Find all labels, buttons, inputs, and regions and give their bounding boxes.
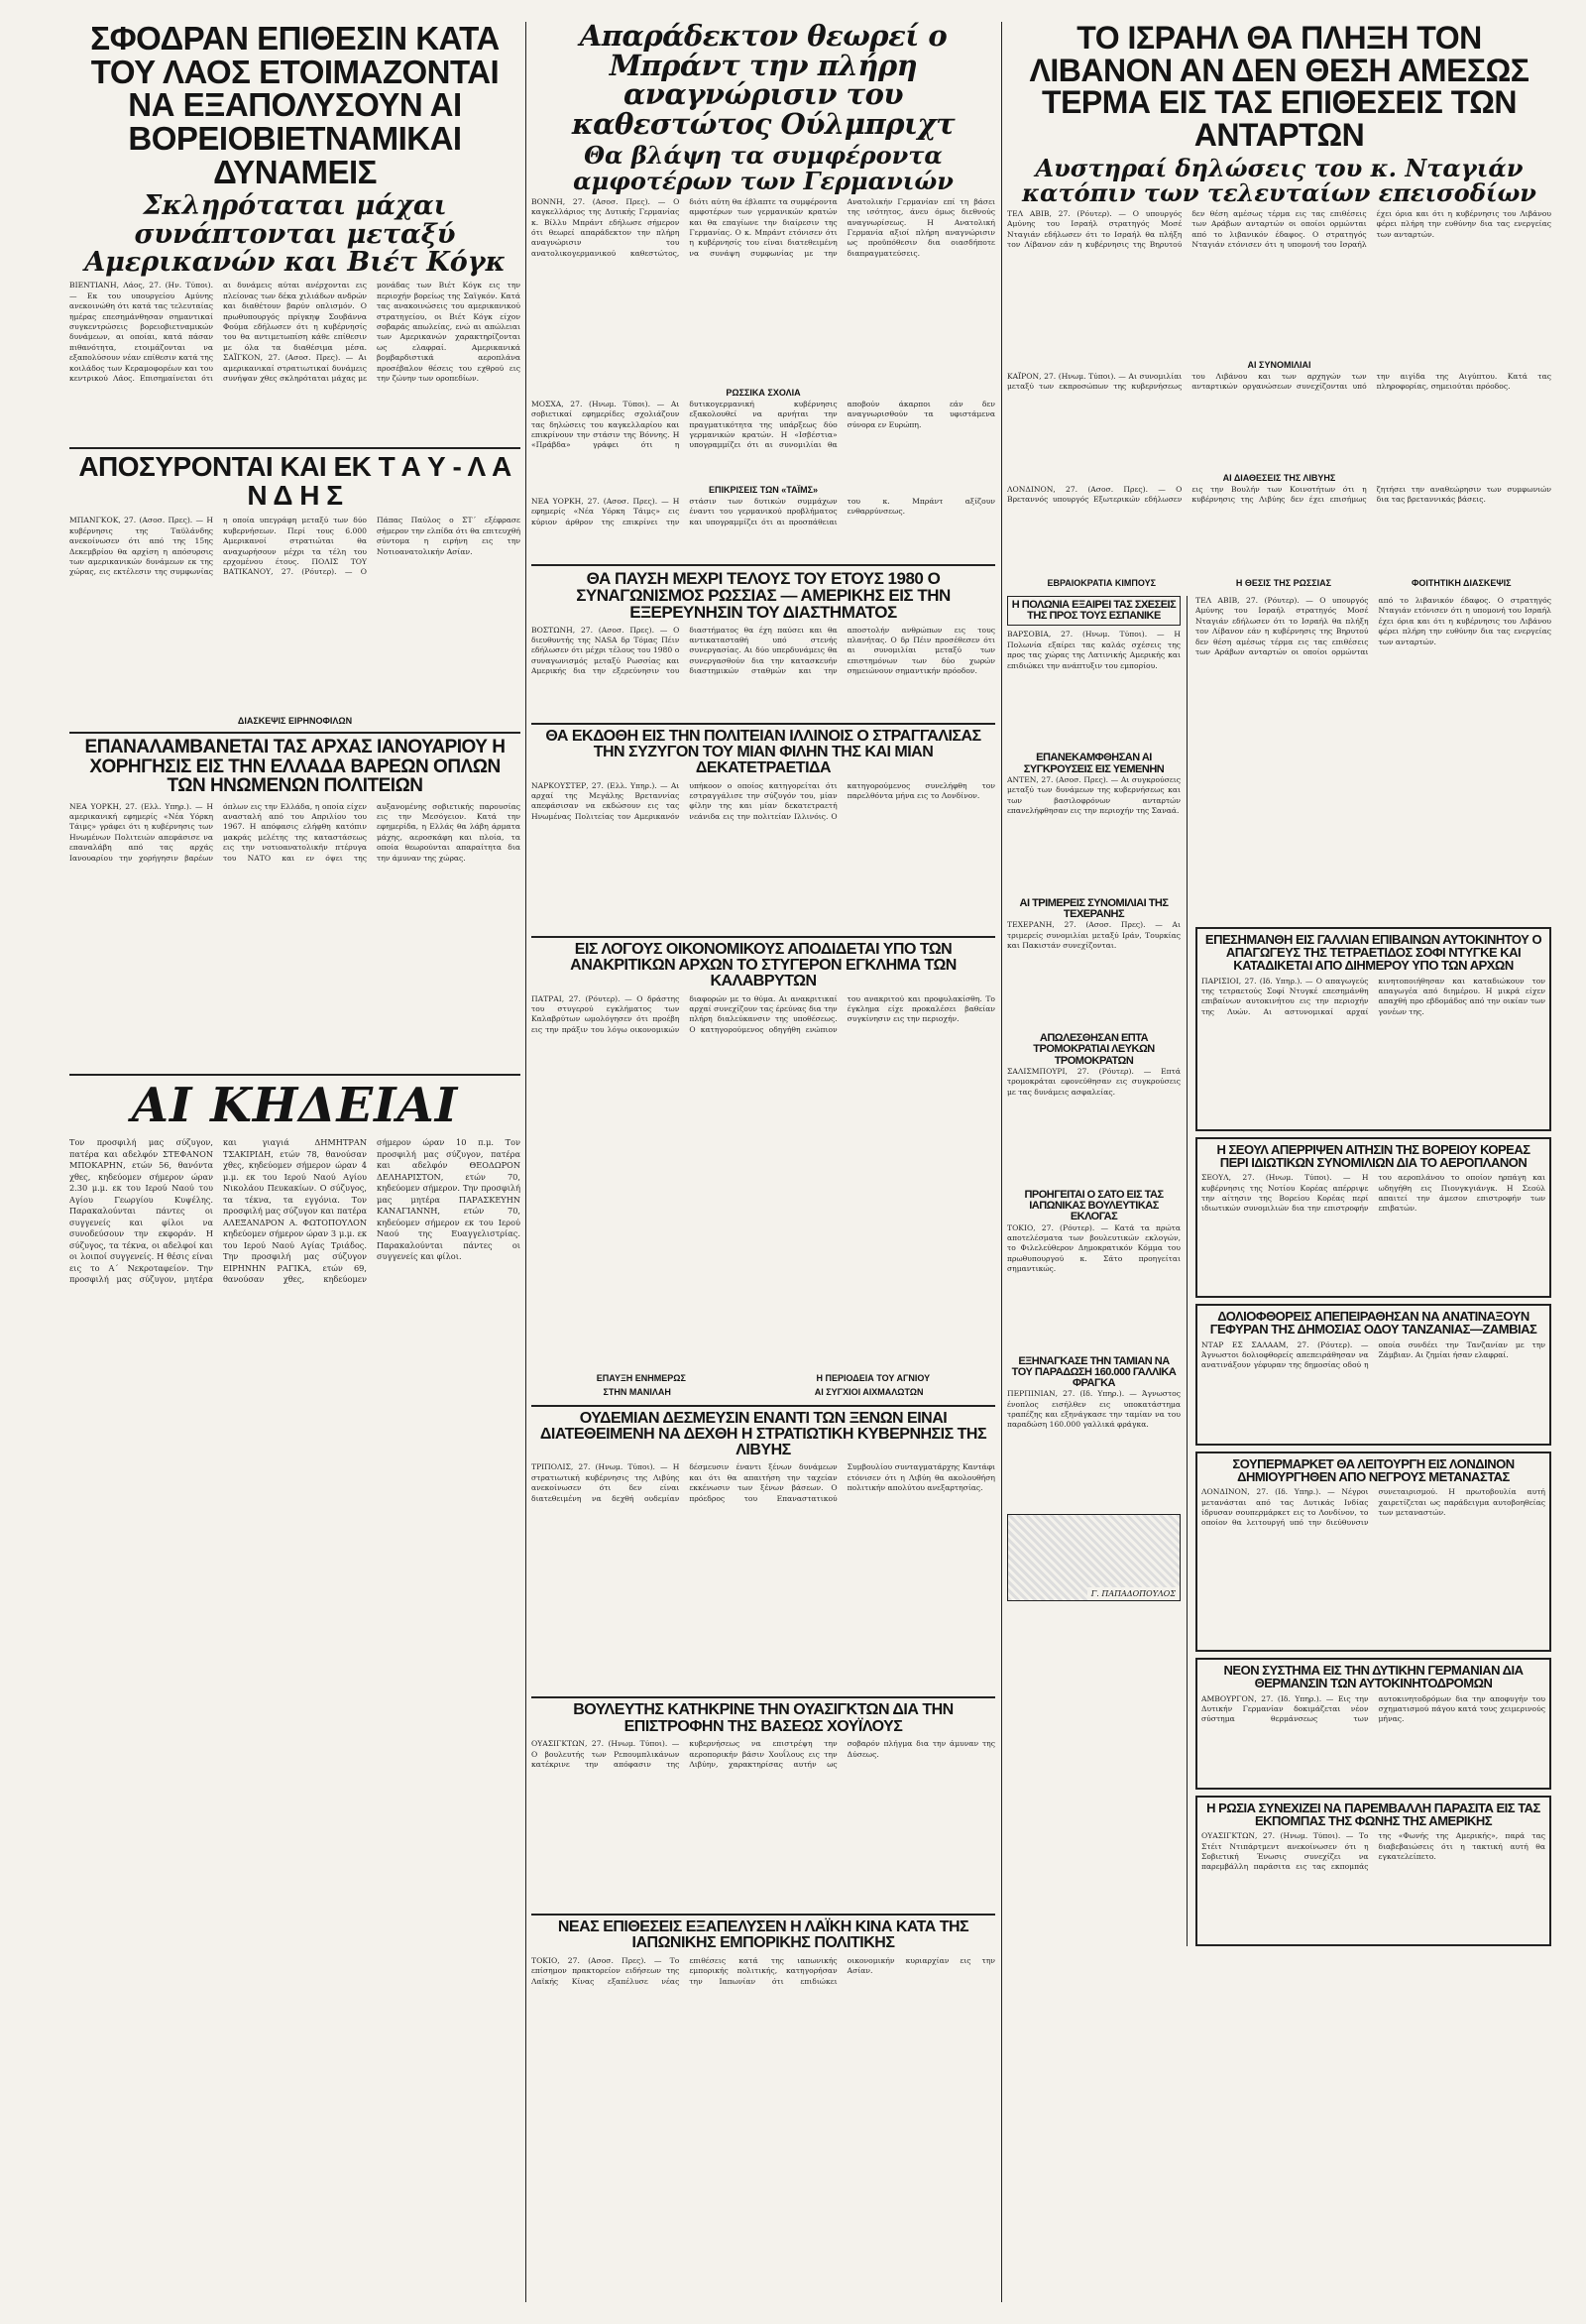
- section-russia: Η ΘΕΣΙΣ ΤΗΣ ΡΩΣΣΙΑΣ: [1235, 577, 1332, 588]
- section-disarm: ΔΙΑΣΚΕΨΙΣ ΕΙΡΗΝΟΦΙΛΩΝ: [237, 716, 353, 727]
- article-libya-stance: ΛΟΝΔΙΝΟΝ, 27. (Ασοσ. Πρες). — Ο Βρεταννός υπουργός Εξωτερικών εδήλωσεν εις την Βουλήν των Κοινοτήτων ότι η κυβέρνησις της Λιβύης δεν έχει επισήμως ζητήσει την αναθεώρησιν των συμφωνιών δια τας βρεταννικάς βάσεις.: [1007, 484, 1551, 505]
- article-space-race: ΒΟΣΤΩΝΗ, 27. (Ασοσ. Πρες). — Ο διευθυντής της NASA δρ Τόμας Πέιν εδήλωσεν ότι μέχρι τέλους του 1980 ο συναγωνισμός μεταξύ Ρωσσίας και Αμερικής δια την εξερεύνησιν του διαστήματος θα έχη παύσει και θα αντικατασταθή υπό στενής συνεργασίας. Αι δύο υπερδυνάμεις θα συνεργασθούν δια την κατασκευήν διαστημικών σταθμών και την αποστολήν ανθρώπων εις τους πλανήτας. Ο δρ Πέιν προσέθεσεν ότι αι συνομιλίαι μεταξύ των επιστημόνων των δύο χωρών σημειώνουν σημαντικήν πρόοδον.: [531, 625, 995, 676]
- article-terrorists: ΣΑΛΙΣΜΠΟΥΡΙ, 27. (Ρόυτερ). — Επτά τρομοκράται εφονεύθησαν εις συγκρούσεις με τας δυνάμεις ασφαλείας.: [1007, 1066, 1181, 1097]
- article-radio-jamming: ΟΥΑΣΙΓΚΤΩΝ, 27. (Ηνωμ. Τύποι). — Το Στέιτ Ντιπάρτμεντ ανεκοίνωσεν ότι η Σοβιετική Ένωσις συνεχίζει να παρεμβάλλη παράσιτα εις τας εκπομπάς της «Φωνής της Αμερικής», παρά τας διαβεβαιώσεις ότι η τακτική αυτή θα εγκατελείπετο.: [1201, 1831, 1545, 1872]
- section-students: ΦΟΙΤΗΤΙΚΗ ΔΙΑΣΚΕΨΙΣ: [1411, 577, 1512, 588]
- article-china-japan: ΤΟΚΙΟ, 27. (Ασοσ. Πρες). — Το επίσημον πρακτορείον ειδήσεων της Λαϊκής Κίνας εξαπέλυσε νέας επιθέσεις κατά της ιαπωνικής εμπορικής πολιτικής, κατηγορήσαν την Ιαπωνίαν ότι επιδιώκει οικονομικήν κυριαρχίαν εις την Ασίαν.: [531, 1955, 995, 1986]
- section-libya-stance: ΑΙ ΔΙΑΘΕΣΕΙΣ ΤΗΣ ΛΙΒΥΗΣ: [1222, 472, 1336, 483]
- section-tour: Η ΠΕΡΙΟΔΕΙΑ ΤΟΥ ΑΓΝΙΟΥ: [816, 1372, 931, 1383]
- section-soviet-comments: ΡΩΣΣΙΚΑ ΣΧΟΛΙΑ: [726, 387, 801, 398]
- article-meeting: ΚΑΪΡΟΝ, 27. (Ηνωμ. Τύποι). — Αι συνομιλίαι μεταξύ των εκπροσώπων της κυβερνήσεως του Λιβάνου και των αρχηγών των ανταρτικών οργανώσεων συνεχίζονται υπό την αιγίδα της Αιγύπτου. Κατά τας πληροφορίας, σημειούται πρόοδος.: [1007, 371, 1551, 392]
- box-tanzania: [1195, 1304, 1551, 1446]
- headline-wheelus: ΒΟΥΛΕΥΤΗΣ ΚΑΤΗΚΡΙΝΕ ΤΗΝ ΟΥΑΣΙΓΚΤΩΝ ΔΙΑ ΤΗΝ ΕΠΙΣΤΡΟΦΗΝ ΤΗΣ ΒΑΣΕΩΣ ΧΟΥΪΛΟΥΣ: [573, 1701, 954, 1735]
- article-france-kidnap: ΠΑΡΙΣΙΟΙ, 27. (Ιδ. Υπηρ.). — Ο απαγωγεύς της τετραετούς Σοφί Ντυγκέ επεσημάνθη επιβαίνων αυτοκινήτου εις την περιοχήν της Λυών. Αι αστυνομικαί αρχαί κινητοποιήθησαν και καταδιώκουν τον απαγωγέα από διημέρου. Η μικρά είχεν απαχθή προ εβδομάδος από την οικίαν των γονέων της.: [1201, 976, 1545, 1016]
- section-kickers: [531, 1371, 995, 1385]
- article-wheelus: ΟΥΑΣΙΓΚΤΩΝ, 27. (Ηνωμ. Τύποι). — Ο βουλευτής των Ρεπουμπλικάνων κατέκρινε την απόφασιν της κυβερνήσεως να επιστρέψη την αεροπορικήν βάσιν Χουΐλους εις την Λιβύην, χαρακτηρίσας αυτήν ως σοβαρόν πλήγμα δια την άμυναν της Δύσεως.: [531, 1739, 995, 1769]
- article-tanzania: ΝΤΑΡ ΕΣ ΣΑΛΑΑΜ, 27. (Ρόυτερ). — Άγνωστοι δολιοφθορείς απεπειράθησαν να ανατινάξουν γέφυραν της δημοσίας οδού η οποία συνδέει την Τανζανίαν με την Ζάμβιαν. Αι ζημίαι ήσαν ελαφραί.: [1201, 1339, 1545, 1370]
- divider: [69, 447, 520, 449]
- section-pow: ΑΙ ΣΥΓΧΙΟΙ ΑΙΧΜΑΛΩΤΩΝ: [814, 1386, 924, 1397]
- headline-libya-junta: ΟΥΔΕΜΙΑΝ ΔΕΣΜΕΥΣΙΝ ΕΝΑΝΤΙ ΤΩΝ ΞΕΝΩΝ ΕΙΝΑΙ ΔΙΑΤΕΘΕΙΜΕΝΗ ΝΑ ΔΕΧΘΗ Η ΣΤΡΑΤΙΩΤΙΚΗ ΚΥΒΕΡΝΗΣΙΣ ΤΗΣ ΛΙΒΥΗΣ: [539, 1409, 987, 1459]
- column-left: [69, 22, 520, 2302]
- box-korea: [1195, 1137, 1551, 1299]
- box-france: [1195, 927, 1551, 1131]
- column-right: [1007, 22, 1551, 2302]
- section-clash: ΕΒΡΑΙΟΚΡΑΤΙΑ ΚΙΜΠΟΥΣ: [1047, 577, 1157, 588]
- article-kalavryta: ΠΑΤΡΑΙ, 27. (Ρόυτερ). — Ο δράστης του στυγερού εγκλήματος των Καλαβρύτων ωμολόγησεν ότι προέβη εις την πράξιν του λόγω οικονομικών διαφορών με το θύμα. Αι ανακριτικαί αρχαί συνεχίζουν τας έρεύνας δια την πλήρη διαλεύκανσιν της υποθέσεως. Ο κατηγορούμενος οδηγήθη ενώπιον του ανακριτού και προφυλακίσθη. Το έγκλημα είχε προκαλέσει βαθείαν συγκίνησιν εις την περιοχήν.: [531, 993, 995, 1034]
- headline-france-kidnap: ΕΠΕΣΗΜΑΝΘΗ ΕΙΣ ΓΑΛΛΙΑΝ ΕΠΙΒΑΙΝΩΝ ΑΥΤΟΚΙΝΗΤΟΥ Ο ΑΠΑΓΩΓΕΥΣ ΤΗΣ ΤΕΤΡΑΕΤΙΔΟΣ ΣΟΦΙ ΝΤΥΓΚΕ ΚΑΙ ΚΑΤΑΔΙΚΕΤΑΙ ΑΠΟ ΔΙΗΜΕΡΟΥ ΥΠΟ ΤΩΝ ΑΡΧΩΝ: [1204, 931, 1542, 974]
- article-cashier: ΠΕΡΠΙΝΙΑΝ, 27. (Ιδ. Υπηρ.). — Άγνωστος ένοπλος εισήλθεν εις υποκατάστημα τραπέζης και εξηνάγκασε την ταμίαν να του παραδώση 160.000 γαλλικά φράγκα.: [1007, 1389, 1181, 1430]
- divider: [531, 936, 995, 938]
- advertisement-box: [1007, 1514, 1181, 1601]
- article-laos: ΒΙΕΝΤΙΑΝΗ, Λάος, 27. (Ην. Τύποι). — Εκ του υπουργείου Αμύνης ανεκοινώθη ότι κατά τας τελευταίας ημέρας επεσημάνθησαν σημαντικαί συγκεντρώσεις βορειοβιετναμικών δυνάμεων, αι οποίαι, κατά πάσαν πιθανότητα, ετοιμάζονται να εξαπολύσουν νέαν επίθεσιν κατά της κοιλάδος των Κεραμοφορέων και του κεντρικού Λάος. Επισημαίνεται ότι αι δυνάμεις αύται ανέρχονται εις πλείονας των δέκα χιλιάδων ανδρών και διαθέτουν βαρύν οπλισμόν. Ο πρωθυπουργός πρίγκηψ Σουβάννα Φούμα εδήλωσεν ότι η κυβέρνησίς του θα αντιμετωπίση κάθε επίθεσιν με όλα τα διαθέσιμα μέσα. ΣΑΪΓΚΟΝ, 27. (Ασοσ. Πρες). — Αι αμερικανικαί στρατιωτικαί δυνάμεις συνήψαν χθες σκληρόταται μάχας με μονάδας των Βιέτ Κόγκ εις την περιοχήν βορείως της Σαϊγκόν. Κατά τας ανακοινώσεις του αμερικανικού στρατηγείου, οι Βιέτ Κόγκ είχον σοβαράς απωλείας, ενώ αι απώλειαι των Αμερικανών χαρακτηρίζονται ως ελαφραί. Αμερικανικά βομβαρδιστικά αεροπλάνα προσέβαλον θέσεις του εχθρού εις την ζώνην των οροπεδίων.: [69, 281, 520, 383]
- article-soviet-comments: ΜΟΣΧΑ, 27. (Ηνωμ. Τύποι). — Αι σοβιετικαί εφημερίδες σχολιάζουν τας δηλώσεις του καγκελλαρίου και επικρίνουν την στάσιν της Βόννης. Η «Πράβδα» γράφει ότι η δυτικογερμανική κυβέρνησις εξακολουθεί να αρνήται την πραγματικότητα της υπάρξεως δύο γερμανικών κρατών. Η «Ισβέστια» υπογραμμίζει ότι αι συνομιλίαι θα αποβούν άκαρποι εάν δεν αναγνωρισθούν τα υφιστάμενα σύνορα εν Ευρώπη.: [531, 399, 995, 450]
- section-kickers-3: [1007, 576, 1551, 590]
- headline-sato: ΠΡΟΗΓΕΙΤΑΙ Ο ΣΑΤΟ ΕΙΣ ΤΑΣ ΙΑΠΩΝΙΚΑΣ ΒΟΥΛΕΥΤΙΚΑΣ ΕΚΛΟΓΑΣ: [1024, 1188, 1164, 1223]
- briefs-and-features: [1007, 596, 1551, 1946]
- headline-tanzania: ΔΟΛΙΟΦΘΟΡΕΙΣ ΑΠΕΠΕΙΡΑΘΗΣΑΝ ΝΑ ΑΝΑΤΙΝΑΞΟΥΝ ΓΕΦΥΡΑΝ ΤΗΣ ΔΗΜΟΣΙΑΣ ΟΔΟΥ ΤΑΝΖΑΝΙΑΣ—ΖΑΜΒΙΑΣ: [1209, 1309, 1537, 1337]
- headline-teheran: ΑΙ ΤΡΙΜΕΡΕΙΣ ΣΥΝΟΜΙΛΙΑΙ ΤΗΣ ΤΕΧΕΡΑΝΗΣ: [1019, 896, 1169, 920]
- headline-yemen: ΕΠΑΝΕΚΑΜΦΘΗΣΑΝ ΑΙ ΣΥΓΚΡΟΥΣΕΙΣ ΕΙΣ ΥΕΜΕΝΗΝ: [1023, 752, 1165, 775]
- headline-radio-jamming: Η ΡΩΣΙΑ ΣΥΝΕΧΙΖΕΙ ΝΑ ΠΑΡΕΜΒΑΛΛΗ ΠΑΡΑΣΙΤΑ ΕΙΣ ΤΑΣ ΕΚΠΟΜΠΑΣ ΤΗΣ ΦΩΝΗΣ ΤΗΣ ΑΜΕΡΙΚΗΣ: [1206, 1800, 1540, 1828]
- spacer: [1195, 596, 1551, 923]
- section-meeting: ΑΙ ΣΥΝΟΜΙΛΙΑΙ: [1247, 359, 1311, 370]
- subhead-brandt: Θα βλάψη τα συμφέροντα αμφοτέρων των Γερμανιών: [573, 141, 954, 195]
- column-rule: [525, 22, 526, 2302]
- divider: [531, 1405, 995, 1407]
- article-greece-arms: ΝΕΑ ΥΟΡΚΗ, 27. (Ελλ. Υπηρ.). — Η αμερικανική εφημερίς «Νέα Υόρκη Τάιμς» γράφει ότι η κυβέρνησις των Ηνωμένων Πολιτειών απεφάσισε να επαναλάβη από τας αρχάς Ιανουαρίου την χορήγησιν βαρέων όπλων εις την Ελλάδα, η οποία είχεν ανασταλή από του Απριλίου του 1967. Η απόφασις ελήφθη κατόπιν μακράς μελέτης της καταστάσεως εις την νοτιοανατολικήν πτέρυγα του ΝΑΤΟ και εν όψει της αυξανομένης σοβιετικής παρουσίας εις την Μεσόγειον. Κατά την εφημερίδα, η Ελλάς θα λάβη άρματα μάχης, αεροσκάφη και πλοία, τα οποία θεωρούνται απαραίτητα δια την άμυναν της χώρας.: [69, 801, 520, 863]
- article-yemen: ΑΝΤΕΝ, 27. (Ασοσ. Πρες). — Αι συγκρούσεις μεταξύ των δυνάμεων της κυβερνήσεως και των βασιλοφρόνων ανταρτών επανελήφθησαν εις την περιοχήν της Σαναά.: [1007, 774, 1181, 815]
- features-column: [1195, 596, 1551, 1946]
- headline-road-heating: ΝΕΟΝ ΣΥΣΤΗΜΑ ΕΙΣ ΤΗΝ ΔΥΤΙΚΗΝ ΓΕΡΜΑΝΙΑΝ ΔΙΑ ΘΕΡΜΑΝΣΙΝ ΤΩΝ ΑΥΤΟΚΙΝΗΤΟΔΡΟΜΩΝ: [1223, 1663, 1524, 1691]
- headline-china-japan: ΝΕΑΣ ΕΠΙΘΕΣΕΙΣ ΕΞΑΠΕΛΥΣΕΝ Η ΛΑΪΚΗ ΚΙΝΑ ΚΑΤΑ ΤΗΣ ΙΑΠΩΝΙΚΗΣ ΕΜΠΟΡΙΚΗΣ ΠΟΛΙΤΙΚΗΣ: [557, 1918, 969, 1952]
- article-illinois: ΝΑΡΚΟΥΣΤΕΡ, 27. (Ελλ. Υπηρ.). — Αι αρχαί της Μεγάλης Βρεταννίας απεφάσισαν να εκδώσουν εις τας Ηνωμένας Πολιτείας τον Αμερικανόν υπήκοον ο οποίος κατηγορείται ότι εστραγγάλισε την σύζυγόν του, μίαν φίλην της και μίαν δεκατετραετή νεάνιδα εις την πολιτείαν Ιλλινόις. Ο κατηγορούμενος συνελήφθη τον παρελθόντα μήνα εις το Λονδίνον.: [531, 780, 995, 821]
- box-radio-jamming: [1195, 1796, 1551, 1947]
- briefs-column: [1007, 596, 1188, 1946]
- headline-cashier: ΕΞΗΝΑΓΚΑΣΕ ΤΗΝ ΤΑΜΙΑΝ ΝΑ ΤΟΥ ΠΑΡΑΔΩΣΗ 160.000 ΓΑΛΛΙΚΑ ΦΡΑΓΚΑ: [1011, 1354, 1177, 1389]
- headline-brandt: Απαράδεκτον θεωρεί ο Μπράντ την πλήρη αναγνώρισιν του καθεστώτος Ούλμπριχτ: [571, 22, 956, 141]
- article-thailand: ΜΠΑΝΓΚΟΚ, 27. (Ασοσ. Πρες). — Η κυβέρνησις της Ταϋλάνδης ανεκοίνωσεν ότι από της 15ης Δεκεμβρίου θα αρχίση η απόσυρσις των αμερικανικών δυνάμεων εκ της χώρας, εις εκτέλεσιν της συμφωνίας η οποία υπεγράφη μεταξύ των δύο κυβερνήσεων. Περί τους 6.000 Αμερικανοί στρατιώται θα αναχωρήσουν μέχρι τα τέλη του ερχομένου έτους. ΠΟΛΙΣ ΤΟΥ ΒΑΤΙΚΑΝΟΥ, 27. (Ρόυτερ). — Ο Πάπας Παύλος ο ΣΤ΄ εξέφρασε σήμερον την ελπίδα ότι θα επιτευχθή σύντομα η ειρήνη εις την Νοτιοανατολικήν Ασίαν.: [69, 516, 520, 577]
- column-middle: [531, 22, 995, 2302]
- section-kickers-2: [531, 1385, 995, 1399]
- article-brandt: ΒΟΝΝΗ, 27. (Ασοσ. Πρες). — Ο καγκελλάριος της Δυτικής Γερμανίας κ. Βίλλυ Μπράντ εδήλωσε σήμερον ότι θεωρεί απαράδεκτον την πλήρη αναγνώρισιν του ανατολικογερμανικού καθεστώτος, διότι αύτη θα έβλαπτε τα συμφέροντα αμφοτέρων των γερμανικών κρατών και θα επαγίωνε την διαίρεσιν της Γερμανίας. Ο κ. Μπράντ ετόνισεν ότι η κυβέρνησίς του είναι διατεθειμένη να συνάψη συμφωνίας με την Ανατολικήν Γερμανίαν επί τη βάσει της ισότητος, άνευ όμως διεθνούς αναγνωρίσεως. Η Ανατολική Γερμανία αξιοί πλήρη αναγνώρισιν ως προϋπόθεσιν δια οιασδήποτε διαπραγματεύσεις.: [531, 196, 995, 258]
- headline-poland: Η ΠΟΛΩΝΙΑ ΕΞΑΙΡΕΙ ΤΑΣ ΣΧΕΣΕΙΣ ΤΗΣ ΠΡΟΣ ΤΟΥΣ ΕΣΠΑΝΙΚΕ: [1011, 598, 1177, 623]
- divider: [531, 723, 995, 725]
- divider: [531, 1696, 995, 1698]
- funeral-notices: Τον προσφιλή μας σύζυγον, πατέρα και αδελφόν ΣΤΕΦΑΝΟΝ ΜΠΟΚΑΡΗΝ, ετών 56, θανόντα χθες, κηδεύομεν σήμερον ώραν 2.30 μ.μ. εκ του Ιερού Ναού του Αγίου Γεωργίου Κυψέλης. Παρακαλούνται πάντες οι συγγενείς και φίλοι να συνοδεύσουν την εκφοράν. Η σύζυγος, τα τέκνα, οι αδελφοί και οι λοιποί συγγενείς. Η θέσις είναι εις το Α΄ Νεκροταφείον. Την προσφιλή μας σύζυγον, μητέρα και γιαγιά ΔΗΜΗΤΡΑΝ ΤΣΑΚΙΡΙΔΗ, ετών 78, θανούσαν χθες, κηδεύομεν σήμερον ώραν 4 μ.μ. εκ του Ιερού Ναού Αγίου Νικολάου Πευκακίων. Ο σύζυγος, τα τέκνα, τα εγγόνια. Τον προσφιλή μας σύζυγον και πατέρα ΑΛΕΞΑΝΔΡΟΝ Α. ΦΩΤΟΠΟΥΛΟΝ κηδεύομεν σήμερον ώραν 3 μ.μ. εκ του Ιερού Ναού Αγίας Τριάδος. Την προσφιλή μας σύζυγον ΕΙΡΗΝΗΝ ΡΑΓΙΚΑ, ετών 69, θανούσαν χθες, κηδεύομεν σήμερον ώραν 10 π.μ. Τον προσφιλή μας σύζυγον, πατέρα και αδελφόν ΘΕΟΔΩΡΟΝ ΔΕΛΗΑΡΙΣΤΟΝ, ετών 70, κηδεύομεν σήμερον. Την προσφιλή μας μητέρα ΠΑΡΑΣΚΕΥΗΝ ΚΑΝΑΓΙΑΝΝΗ, ετών 70, κηδεύομεν σήμερον εκ του Ιερού Ναού της Ευαγγελιστρίας. Παρακαλούνται πάντες οι συγγενείς και φίλοι.: [69, 1137, 520, 1285]
- divider: [69, 1074, 520, 1076]
- brief-poland: [1007, 596, 1181, 626]
- article-korea: ΣΕΟΥΛ, 27. (Ηνωμ. Τύποι). — Η κυβέρνησις της Νοτίου Κορέας απέρριψε την αίτησιν της Βορείου Κορέας περί ιδιωτικών συνομιλιών δια την επιστροφήν του αεροπλάνου το οποίον ηρπάγη και ωδηγήθη εις Πιονγκγιάνγκ. Η Σεούλ απαιτεί την άμεσον επιστροφήν των επιβατών.: [1201, 1173, 1545, 1214]
- column-rule: [1001, 22, 1002, 2302]
- headline-korea: Η ΣΕΟΥΛ ΑΠΕΡΡΙΨΕΝ ΑΙΤΗΣΙΝ ΤΗΣ ΒΟΡΕΙΟΥ ΚΟΡΕΑΣ ΠΕΡΙ ΙΔΙΩΤΙΚΩΝ ΣΥΝΟΜΙΛΙΩΝ ΔΙΑ ΤΟ ΑΕΡΟΠΛΑΝΟΝ: [1216, 1141, 1530, 1170]
- headline-terrorists: ΑΠΩΛΕΣΘΗΣΑΝ ΕΠΤΑ ΤΡΟΜΟΚΡΑΤΙΑΙ ΛΕΥΚΩΝ ΤΡΟΜΟΚΡΑΤΩΝ: [1033, 1032, 1155, 1067]
- section-times-criticism: ΕΠΙΚΡΙΣΕΙΣ ΤΩΝ «ΤΑΪΜΣ»: [708, 484, 819, 495]
- article-sato: ΤΟΚΙΟ, 27. (Ρόυτερ). — Κατά τα πρώτα αποτελέσματα των βουλευτικών εκλογών, το Φιλελεύθερον Δημοκρατικόν Κόμμα του πρωθυπουργού κ. Σάτο προηγείται σημαντικώς.: [1007, 1222, 1181, 1274]
- section-pay: ΕΠΑΥΞΗ ΕΝΗΜΕΡΩΣ: [596, 1372, 686, 1383]
- headline-illinois: ΘΑ ΕΚΔΟΘΗ ΕΙΣ ΤΗΝ ΠΟΛΙΤΕΙΑΝ ΙΛΛΙΝΟΙΣ Ο ΣΤΡΑΓΓΑΛΙΣΑΣ ΤΗΝ ΣΥΖΥΓΟΝ ΤΟΥ ΜΙΑΝ ΦΙΛΗΝ ΤΗΣ ΚΑΙ ΜΙΑΝ ΔΕΚΑΤΕΤΡΑΕΤΙΔΑ: [545, 727, 981, 777]
- article-israel: ΤΕΛ ΑΒΙΒ, 27. (Ρόυτερ). — Ο υπουργός Αμύνης του Ισραήλ στρατηγός Μοσέ Νταγιάν εδήλωσεν ότι το Ισραήλ θα πλήξη τον Λίβανον εάν η κυβέρνησις της Βηρυτού δεν θέση αμέσως τέρμα εις τας επιθέσεις των Αράβων ανταρτών οι οποίοι ορμώνται από το λιβανικόν έδαφος. Ο στρατηγός Νταγιάν ετόνισεν ότι η υπομονή του Ισραήλ έχει όρια και ότι η κυβέρνησις του Λιβάνου φέρει πλήρη την ευθύνην δια τας ενεργείας των ανταρτών.: [1007, 208, 1551, 250]
- headline-thailand: ΑΠΟΣΥΡΟΝΤΑΙ ΚΑΙ ΕΚ Τ Α Υ - Λ Α Ν Δ Η Σ: [78, 451, 511, 511]
- newspaper-page: [69, 22, 1551, 2302]
- article-libya-junta: ΤΡΙΠΟΛΙΣ, 27. (Ηνωμ. Τύποι). — Η στρατιωτική κυβέρνησις της Λιβύης ανεκοίνωσεν ότι δεν είναι διατεθειμένη να δεχθή ουδεμίαν δέσμευσιν έναντι ξένων δυνάμεων και ότι θα απαιτήση την ταχείαν εκκένωσιν των ξένων βάσεων. Ο πρόεδρος του Επαναστατικού Συμβουλίου συνταγματάρχης Καντάφι ετόνισεν ότι η Λιβύη θα ακολουθήση πολιτικήν απολύτου ανεξαρτησίας.: [531, 1462, 995, 1503]
- article-poland: ΒΑΡΣΟΒΙΑ, 27. (Ηνωμ. Τύποι). — Η Πολωνία εξαίρει τας καλάς σχέσεις της προς τας χώρας της Λατινικής Αμερικής και επιδιώκει την ανάπτυξιν του εμπορίου.: [1007, 630, 1181, 670]
- section-manila: ΣΤΗΝ ΜΑΝΙΛΑΗ: [603, 1386, 671, 1397]
- headline-israel: ΤΟ ΙΣΡΑΗΛ ΘΑ ΠΛΗΞΗ ΤΟΝ ΛΙΒΑΝΟΝ ΑΝ ΔΕΝ ΘΕΣΗ ΑΜΕΣΩΣ ΤΕΡΜΑ ΕΙΣ ΤΑΣ ΕΠΙΘΕΣΕΙΣ ΤΩΝ ΑΝΤΑΡΤΩΝ: [1029, 22, 1529, 153]
- ad-signature: Γ. ΠΑΠΑΔΟΠΟΥΛΟΣ: [1087, 1587, 1180, 1600]
- headline-supermarket: ΣΟΥΠΕΡΜΑΡΚΕΤ ΘΑ ΛΕΙΤΟΥΡΓΗ ΕΙΣ ΛΟΝΔΙΝΟΝ ΔΗΜΙΟΥΡΓΗΘΕΝ ΑΠΟ ΝΕΓΡΟΥΣ ΜΕΤΑΝΑΣΤΑΣ: [1232, 1455, 1515, 1484]
- headline-greece-arms: ΕΠΑΝΑΛΑΜΒΑΝΕΤΑΙ ΤΑΣ ΑΡΧΑΣ ΙΑΝΟΥΑΡΙΟΥ Η ΧΟΡΗΓΗΣΙΣ ΕΙΣ ΤΗΝ ΕΛΛΑΔΑ ΒΑΡΕΩΝ ΟΠΛΩΝ ΤΩΝ ΗΝΩΜΕΝΩΝ ΠΟΛΙΤΕΙΩΝ: [84, 737, 506, 797]
- funerals-title: ΑΙ ΚΗΔΕΙΑΙ: [131, 1077, 459, 1133]
- subhead-israel: Αυστηραί δηλώσεις του κ. Νταγιάν κατόπιν των τελευταίων επεισοδίων: [1022, 153, 1536, 207]
- box-germany: [1195, 1658, 1551, 1790]
- box-london: [1195, 1452, 1551, 1653]
- article-times-criticism: ΝΕΑ ΥΟΡΚΗ, 27. (Ασοσ. Πρες). — Η εφημερίς «Νέα Υόρκη Τάιμς» εις κύριον άρθρον της επικρίνει την στάσιν των δυτικών συμμάχων έναντι του γερμανικού προβλήματος και υπογραμμίζει ότι αι προσπάθειαι του κ. Μπράντ αξίζουν ενθαρρύνσεως.: [531, 496, 995, 526]
- headline-laos: ΣΦΟΔΡΑΝ ΕΠΙΘΕΣΙΝ ΚΑΤΑ ΤΟΥ ΛΑΟΣ ΕΤΟΙΜΑΖΟΝΤΑΙ ΝΑ ΕΞΑΠΟΛΥΣΟΥΝ ΑΙ ΒΟΡΕΙΟΒΙΕΤΝΑΜΙΚΑΙ ΔΥΝΑΜΕΙΣ: [90, 22, 500, 190]
- subhead-laos: Σκληρόταται μάχαι συνάπτονται μεταξύ Αμερικανών και Βιέτ Κόγκ: [84, 190, 506, 278]
- headline-kalavryta: ΕΙΣ ΛΟΓΟΥΣ ΟΙΚΟΝΟΜΙΚΟΥΣ ΑΠΟΔΙΔΕΤΑΙ ΥΠΟ ΤΩΝ ΑΝΑΚΡΙΤΙΚΩΝ ΑΡΧΩΝ ΤΟ ΣΤΥΓΕΡΟΝ ΕΓΚΛΗΜΑ ΤΩΝ ΚΑΛΑΒΡΥΤΩΝ: [570, 940, 957, 990]
- divider: [531, 564, 995, 566]
- article-road-heating: ΑΜΒΟΥΡΓΟΝ, 27. (Ιδ. Υπηρ.). — Εις την Δυτικήν Γερμανίαν δοκιμάζεται νέον σύστημα θερμάνσεως των αυτοκινητοδρόμων δια την αποφυγήν του σχηματισμού πάγου κατά τους χειμερινούς μήνας.: [1201, 1693, 1545, 1724]
- divider: [69, 732, 520, 734]
- article-israel-continued: ΤΕΛ ΑΒΙΒ, 27. (Ρόυτερ). — Ο υπουργός Αμύνης του Ισραήλ στρατηγός Μοσέ Νταγιάν εδήλωσεν ότι το Ισραήλ θα πλήξη τον Λίβανον εάν η κυβέρνησις της Βηρυτού δεν θέση αμέσως τέρμα εις τας επιθέσεις των Αράβων ανταρτών οι οποίοι ορμώνται από το λιβανικόν έδαφος. Ο στρατηγός Νταγιάν ετόνισεν ότι η υπομονή του Ισραήλ έχει όρια και ότι η κυβέρνησις του Λιβάνου φέρει πλήρη την ευθύνην δια τας ενεργείας των ανταρτών.: [1195, 595, 1551, 656]
- headline-space-race: ΘΑ ΠΑΥΣΗ ΜΕΧΡΙ ΤΕΛΟΥΣ ΤΟΥ ΕΤΟΥΣ 1980 Ο ΣΥΝΑΓΩΝΙΣΜΟΣ ΡΩΣΣΙΑΣ — ΑΜΕΡΙΚΗΣ ΕΙΣ ΤΗΝ ΕΞΕΡΕΥΝΗΣΙΝ ΤΟΥ ΔΙΑΣΤΗΜΑΤΟΣ: [576, 568, 951, 623]
- article-supermarket: ΛΟΝΔΙΝΟΝ, 27. (Ιδ. Υπηρ.). — Νέγροι μετανάσται από τας Δυτικάς Ινδίας ίδρυσαν σουπερμάρκετ εις το Λονδίνον, το οποίον θα λειτουργή υπό την διεύθυνσιν συνεταιρισμού. Η πρωτοβουλία αυτή χαιρετίζεται ως παράδειγμα αυτοβοηθείας των μεταναστών.: [1201, 1487, 1545, 1528]
- divider: [531, 1914, 995, 1916]
- article-teheran: ΤΕΧΕΡΑΝΗ, 27. (Ασοσ. Πρες). — Αι τριμερείς συνομιλίαι μεταξύ Ιράν, Τουρκίας και Πακιστάν συνεχίζονται.: [1007, 920, 1181, 950]
